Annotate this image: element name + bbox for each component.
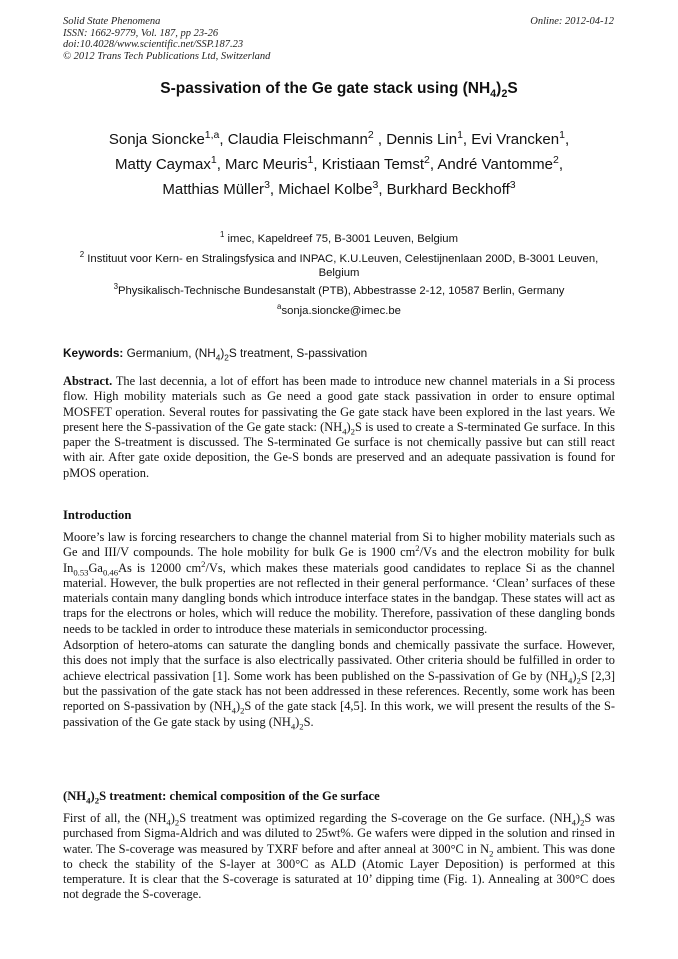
paper-title: S-passivation of the Ge gate stack using $(NH_4)_2S$ (160, 80, 518, 101)
author-name: Dennis Lin (386, 131, 458, 148)
keywords-label: Keywords: (63, 346, 124, 360)
online-date: Online: 2012-04-12 (530, 16, 614, 27)
author-name: Evi Vrancken (471, 131, 560, 148)
affiliation-3: $^3$Physikalisch-Technische Bundesanstalt (PTB), Abbestrasse 2-12, 10587 Berlin, Germany (113, 282, 565, 297)
author-name: Matthias Müller (162, 181, 265, 198)
author-name: Kristiaan Temst (321, 156, 424, 173)
doi-line: doi:10.4028/www.scientific.net/SSP.187.23 (63, 39, 244, 50)
author-name: André Vantomme (437, 156, 553, 173)
affiliation-2: $^2$ Instituut voor Kern- en Stralingsfysica and INPAC, K.U.Leuven, Celestijnenlaan 200D, B-3001 Leuven, Belgium (79, 250, 599, 279)
author-name: Claudia Fleischmann (227, 131, 368, 148)
intro-paragraph-1: Moore’s law is forcing researchers to change the channel material from Si to higher mobility materials such as Ge and III/V compounds. The hole mobility for bulk Ge is 1900 $cm^2/Vs$ and the electron mobility for bulk $In_{0.53}Ga_{0.46}As$ is 12000 $cm^2/Vs$, which makes these materials good candidates to replace Si as the channel material. However, the bulk properties are not reflected in their general performance. ‘Clean’ surfaces of these materials contain many dangling bonds which introduce interface states in the bandgap. These states will act as traps for the electrons or holes, which will reduce the mobility. Therefore, passivation of these dangling bonds needs to be tackled in order to introduce these materials in semiconductor processing. (63, 530, 615, 636)
journal-header (63, 16, 270, 62)
journal-name: Solid State Phenomena (63, 16, 161, 27)
copyright-line: © 2012 Trans Tech Publications Ltd, Switzerland (63, 50, 271, 62)
introduction-body (63, 530, 615, 731)
keywords: Keywords: Germanium, $(NH_4)_2S$ treatment, S-passivation (63, 346, 368, 363)
author-name: Sonja Sioncke (108, 131, 205, 148)
author-line-2: Matty Caymax$^1$, Marc Meuris$^1$, Kristiaan Temst$^2$, André Vantomme$^2$, (114, 154, 563, 173)
introduction-heading: Introduction (63, 508, 132, 522)
author-name: Michael Kolbe (278, 181, 373, 198)
affiliation-1: $^1$ imec, Kapeldreef 75, B-3001 Leuven, Belgium (219, 230, 459, 245)
section-nh4-body: First of all, the $(NH_4)_2S$ treatment was optimized regarding the S-coverage on the Ge surface. $(NH_4)_2S$ was purchased from Sigma-Aldrich and was diluted to 25wt%. Ge wafers were dipped in the solution and rinsed in water. The S-coverage was measured by TXRF before and after anneal at 300°C in $N_2$ ambient. This was done to check the stability of the S-layer at 300°C as ALD (Atomic Layer Deposition) is performed at this temperature. It is clear that the S-coverage is saturated at 10’ dipping time (Fig. 1). Annealing at 300°C does not degrade the S-coverage. (63, 811, 615, 902)
contact-email: $^a$sonja.sioncke@imec.be (277, 302, 401, 317)
intro-paragraph-2: Adsorption of hetero-atoms can saturate the dangling bonds and chemically passivate the surface. However, this does not imply that the surface is also electrically passivated. Other criteria should be fulfilled in order to achieve electrical passivation [1]. Some work has been published on the S-passivation of Ge by $(NH_4)_2S$ [2,3] but the passivation of the gate stack has not been addressed in these references. Recently, some work has been reported on S-passivation by $(NH_4)_2S$ of the gate stack [4,5]. In this work, we will present the results of the S-passivation of the Ge gate stack by using $(NH_4)_2S$. (63, 638, 615, 732)
abstract: Abstract. The last decennia, a lot of effort has been made to introduce new channel materials in a Si process flow. High mobility materials such as Ge need a good gate stack passivation in order to ensure optimal MOSFET operation. Several routes for passivating the Ge gate stack have been explored in the last years. We present here the S-passivation of the Ge gate stack: $(NH_4)_2S$ is used to create a S-terminated Ge surface. In this paper the S-treatment is discussed. The S-terminated Ge surface is not chemically passive but can still react with air. After gate oxide deposition, the Ge-S bonds are preserved and an adequate passivation is found for pMOS operation. (63, 374, 615, 480)
author-line-1: Sonja Sioncke$^{1,a}$, Claudia Fleischmann$^2$ , Dennis Lin$^1$, Evi Vrancken$^1$, (108, 129, 570, 148)
author-line-3: Matthias Müller$^3$, Michael Kolbe$^3$, Burkhard Beckhoff$^3$ (162, 179, 516, 198)
affiliations (63, 232, 615, 324)
author-list (63, 127, 615, 202)
author-name: Matty Caymax (114, 156, 211, 173)
author-name: Marc Meuris (225, 156, 308, 173)
author-name: Burkhard Beckhoff (386, 181, 510, 198)
abstract-label: Abstract. (63, 374, 113, 388)
section-heading-nh4-treatment: $(NH_4)_2S$ treatment: chemical composition of the Ge surface (63, 789, 380, 806)
issn-line: ISSN: 1662-9779, Vol. 187, pp 23-26 (63, 27, 219, 39)
